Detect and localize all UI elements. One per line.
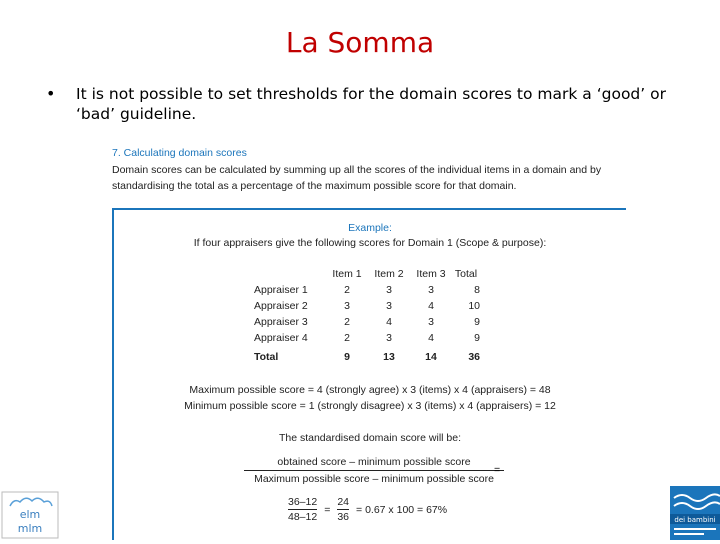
table-cell: 3 (428, 316, 434, 328)
table-row (254, 282, 480, 298)
calc-fraction-2 (337, 496, 349, 523)
logo-text-top: elm (19, 508, 41, 521)
table-cell: Appraiser 4 (254, 332, 308, 344)
table-header: Item 2 (374, 268, 404, 280)
table-cell: 3 (428, 284, 434, 296)
table-header: Item 3 (416, 268, 446, 280)
table-cell: 2 (344, 316, 350, 328)
calc-numerator-1: 36–12 (288, 496, 318, 508)
scores-table (254, 266, 480, 365)
logo-right-text: dei bambini (674, 516, 716, 524)
table-row (254, 330, 480, 346)
table-cell: 3 (386, 300, 392, 312)
table-cell: 9 (344, 351, 350, 363)
table-cell: 8 (474, 284, 480, 296)
fraction-bar (244, 470, 504, 471)
table-row (254, 314, 480, 330)
table-cell: Appraiser 3 (254, 316, 308, 328)
table-header (254, 266, 326, 282)
equals-sign: = (494, 464, 501, 476)
slide-title: La Somma (285, 26, 435, 59)
calc-numerator-2: 24 (337, 496, 350, 508)
calc-fraction-1 (288, 496, 317, 523)
table-cell: 4 (428, 300, 434, 312)
table-cell: 4 (428, 332, 434, 344)
example-box (112, 208, 626, 540)
table-cell: 4 (386, 316, 392, 328)
table-cell: Appraiser 2 (254, 300, 308, 312)
table-cell: 3 (386, 284, 392, 296)
example-title: Example: (348, 222, 392, 234)
hospital-logo (668, 484, 720, 540)
section-heading: 7. Calculating domain scores (112, 147, 247, 159)
min-score-line: Minimum possible score = 1 (strongly disagree) x 3 (items) x 4 (appraisers) = 12 (184, 400, 556, 412)
elm-mlm-logo-graphic (0, 490, 60, 540)
table-cell: 13 (383, 351, 395, 363)
max-score-line: Maximum possible score = 4 (strongly agree) x 3 (items) x 4 (appraisers) = 48 (189, 384, 551, 396)
elm-mlm-logo (0, 490, 60, 540)
table-cell: 10 (468, 300, 480, 312)
table-header: Item 1 (332, 268, 362, 280)
calc-denominator-1: 48–12 (288, 511, 318, 523)
table-cell: 9 (474, 316, 480, 328)
hospital-logo-graphic (668, 484, 720, 540)
table-cell: 2 (344, 332, 350, 344)
standardised-label: The standardised domain score will be: (278, 432, 462, 444)
table-cell: 14 (425, 351, 437, 363)
table-cell: 3 (344, 300, 350, 312)
table-cell: 3 (386, 332, 392, 344)
calculation-row (288, 496, 454, 523)
calc-result: = 0.67 x 100 = 67% (356, 503, 448, 516)
calc-equals: = (324, 503, 331, 516)
bullet-item (46, 84, 706, 124)
logo-text-bottom: mlm (17, 522, 43, 535)
formula-fraction (244, 456, 504, 485)
calc-denominator-2: 36 (337, 511, 350, 523)
table-cell: Total (254, 351, 279, 363)
calc-bar-2 (337, 509, 349, 510)
fraction-denominator: Maximum possible score – minimum possible score (254, 473, 494, 485)
table-cell: 9 (474, 332, 480, 344)
bullet-marker: • (46, 84, 56, 103)
table-total-row (254, 346, 480, 365)
calc-bar-1 (288, 509, 317, 510)
table-row (254, 298, 480, 314)
bullet-text: It is not possible to set thresholds for the domain scores to mark a ‘good’ or ‘bad’ guideline. (76, 85, 666, 123)
table-cell: Appraiser 1 (254, 284, 308, 296)
fraction-numerator: obtained score – minimum possible score (277, 456, 471, 468)
table-cell: 36 (468, 351, 480, 363)
example-intro: If four appraisers give the following scores for Domain 1 (Scope & purpose): (193, 237, 547, 249)
section-body: Domain scores can be calculated by summing up all the scores of the individual items in a domain and by standardising the total as a percentage of the maximum possible score for that domain. (112, 164, 602, 192)
table-cell: 2 (344, 284, 350, 296)
table-header: Total (454, 268, 478, 280)
table-header-row (254, 266, 480, 282)
